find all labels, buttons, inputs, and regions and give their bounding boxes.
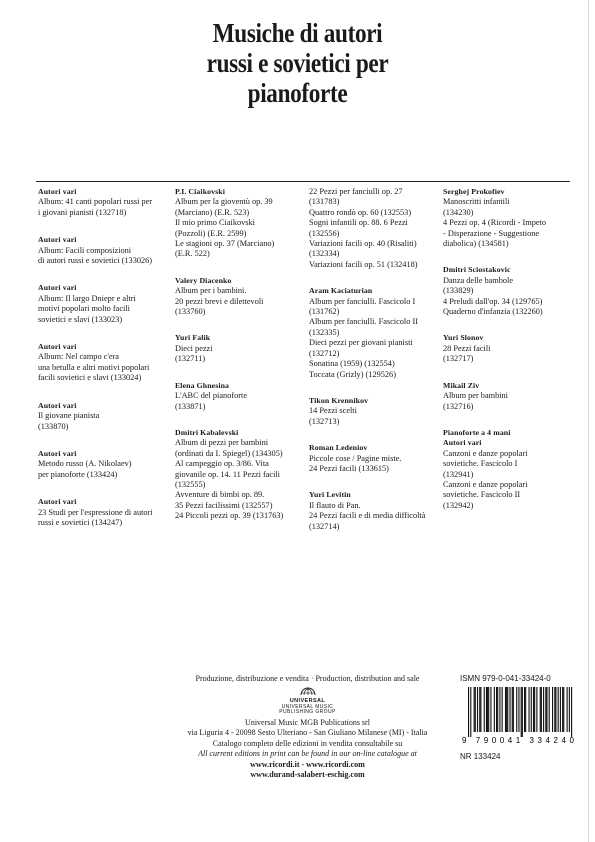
catalog-entry bbox=[309, 490, 439, 532]
work-title-line: Sonatina (1959) (132554) bbox=[309, 359, 395, 369]
barcode-bar bbox=[540, 687, 541, 732]
barcode-bar bbox=[533, 687, 534, 732]
work-title-line: 28 Pezzi facili bbox=[443, 343, 491, 353]
barcode-bar bbox=[552, 687, 553, 732]
work-title-line: sovietiche. Fascicolo I bbox=[443, 459, 518, 469]
barcode-digits: 9 790041 334240 bbox=[462, 736, 574, 745]
barcode-bar bbox=[505, 687, 506, 732]
work-title-line: 4 Preludi dall'op. 34 (129765) bbox=[443, 296, 543, 306]
barcode-bar bbox=[470, 687, 471, 737]
catalog-entry bbox=[175, 276, 305, 318]
barcode-bar bbox=[516, 687, 517, 732]
composer-name: Roman Ledeniov bbox=[309, 443, 368, 453]
composer-name: Autori vari bbox=[38, 187, 77, 196]
work-title-line: (132941) bbox=[443, 469, 474, 479]
composer-name: Autori vari bbox=[38, 342, 77, 352]
work-title-line: (Pozzoli) (E.R. 2599) bbox=[175, 228, 247, 238]
composer-name: Autori vari bbox=[38, 283, 77, 293]
work-title-line: Album per i bambini. bbox=[175, 286, 247, 296]
work-title-line: Album: Il largo Dniepr e altri bbox=[38, 293, 136, 303]
barcode-bar bbox=[513, 687, 514, 732]
composer-name: Elena Ghnesina bbox=[175, 380, 230, 390]
barcode-image bbox=[460, 687, 578, 747]
work-title-line: Album: Facili composizioni bbox=[38, 245, 132, 255]
catalog-number: NR 133424 bbox=[460, 752, 501, 761]
barcode-bar bbox=[484, 687, 485, 732]
work-title-line: 24 Pezzi facili (133615) bbox=[309, 463, 389, 473]
barcode-bar bbox=[475, 687, 476, 732]
work-title-line: Canzoni e danze popolari bbox=[443, 479, 528, 489]
barcode-bar bbox=[536, 687, 537, 732]
composer-name: Dmitri Sciostakovic bbox=[443, 265, 511, 275]
barcode-bar bbox=[543, 687, 544, 732]
work-title-line: Album: 41 canti popolari russi per bbox=[38, 197, 153, 207]
barcode-bar bbox=[494, 687, 495, 732]
barcode-bar bbox=[569, 687, 570, 732]
composer-name: Autori vari bbox=[443, 438, 482, 448]
barcode-bar bbox=[496, 687, 497, 732]
catalog-note-it: Catalogo completo delle edizioni in vendita consultabile su bbox=[212, 738, 403, 748]
work-title-line: (133871) bbox=[175, 401, 206, 411]
barcode-bar bbox=[562, 687, 563, 732]
work-title-line: (E.R. 522) bbox=[175, 249, 210, 259]
publisher-address: via Liguria 4 - 20098 Sesto Ulteriano - San Giuliano Milanese (MI) - Italia bbox=[187, 728, 428, 737]
barcode-bar bbox=[488, 687, 489, 732]
horizontal-rule bbox=[36, 181, 570, 182]
work-title-line: Al campeggio op. 3/86. Vita bbox=[175, 459, 269, 469]
barcode-bar bbox=[499, 687, 500, 732]
composer-name: Serghej Prokofiev bbox=[443, 187, 505, 196]
work-title-line: Piccole cose / Pagine miste. bbox=[309, 453, 402, 463]
barcode-block bbox=[460, 674, 578, 761]
catalog-entry bbox=[309, 443, 439, 474]
work-title-line: Canzoni e danze popolari bbox=[443, 448, 528, 458]
composer-name: Yuri Falik bbox=[175, 333, 211, 343]
catalog-entry bbox=[443, 428, 573, 511]
composer-name: Autori vari bbox=[38, 400, 77, 410]
barcode-bar bbox=[555, 687, 556, 732]
composer-name: Pianoforte a 4 mani bbox=[443, 427, 511, 437]
catalog-column-2 bbox=[175, 187, 305, 538]
work-title-line: Toccata (Grizly) (129526) bbox=[309, 369, 396, 379]
barcode-bar bbox=[563, 687, 564, 732]
catalog-entry bbox=[443, 265, 573, 317]
barcode-bar bbox=[531, 687, 532, 732]
catalog-column-3 bbox=[309, 187, 439, 548]
website-ricordi-com[interactable]: www.ricordi.com bbox=[306, 759, 365, 769]
catalog-entry bbox=[38, 187, 168, 218]
work-title-line: facili sovietici e slavi (133024) bbox=[38, 373, 142, 383]
catalog-entry bbox=[309, 396, 439, 427]
work-title-line: (132714) bbox=[309, 521, 340, 531]
barcode-bar bbox=[480, 687, 481, 732]
work-title-line: Variazioni facili op. 51 (132418) bbox=[309, 259, 418, 269]
work-title-line: 35 Pezzi facilissimi (132557) bbox=[175, 500, 273, 510]
work-title-line: 24 Piccoli pezzi op. 39 (131763) bbox=[175, 511, 284, 521]
work-title-line: (132335) bbox=[309, 327, 340, 337]
work-title-line: sovietiche. Fascicolo II bbox=[443, 490, 521, 500]
barcode-bar bbox=[558, 687, 559, 732]
page-title bbox=[145, 18, 450, 108]
work-title-line: Quaderno d'infanzia (132260) bbox=[443, 307, 543, 317]
work-title-line: Album di pezzi per bambini bbox=[175, 438, 269, 448]
catalog-entry bbox=[443, 187, 573, 249]
work-title-line: 24 Pezzi facili e di media difficoltà bbox=[309, 511, 426, 521]
catalog-entry bbox=[175, 187, 305, 260]
title-line-3: pianoforte bbox=[247, 78, 348, 108]
work-title-line: L'ABC del pianoforte bbox=[175, 391, 248, 401]
globe-icon bbox=[300, 687, 316, 696]
work-title-line: (132716) bbox=[443, 401, 474, 411]
barcode-bar bbox=[567, 687, 568, 732]
catalog-entry bbox=[443, 333, 573, 364]
catalog-entry bbox=[38, 401, 168, 432]
publisher-name: Universal Music MGB Publications srl bbox=[245, 717, 370, 727]
website-ricordi-it[interactable]: www.ricordi.it bbox=[250, 759, 300, 769]
work-title-line: Sogni infantili op. 88. 6 Pezzi bbox=[309, 218, 408, 228]
work-title-line: - Disperazione - Suggestione bbox=[443, 228, 540, 238]
barcode-bar bbox=[487, 687, 488, 732]
work-title-line: (132711) bbox=[175, 354, 206, 364]
work-title-line: (132556) bbox=[309, 228, 340, 238]
composer-name: Autori vari bbox=[38, 235, 77, 245]
catalog-column-4 bbox=[443, 187, 573, 527]
work-title-line: sovietici e slavi (133023) bbox=[38, 314, 123, 324]
catalog-entry bbox=[175, 381, 305, 412]
work-title-line: Album per la gioventù op. 39 bbox=[175, 197, 273, 207]
work-title-line: Il flauto di Pan. bbox=[309, 500, 361, 510]
title-line-2: russi e sovietici per bbox=[206, 48, 389, 78]
work-title-line: Variazioni facili op. 40 (Risaliti) bbox=[309, 239, 417, 249]
barcode-bar bbox=[524, 687, 525, 732]
barcode-bar bbox=[468, 687, 469, 737]
work-title-line: (133870) bbox=[38, 421, 69, 431]
catalog-note-en: All current editions in print can be found in our on-line catalogue at bbox=[198, 749, 417, 758]
work-title-line: Album per fanciulli. Fascicolo II bbox=[309, 317, 418, 327]
barcode-bar bbox=[486, 687, 487, 732]
publisher-footer bbox=[170, 674, 445, 781]
work-title-line: giovanile op. 14. 11 Pezzi facili bbox=[175, 469, 280, 479]
work-title-line: Album per bambini bbox=[443, 391, 508, 401]
work-title-line: Album per fanciulli. Fascicolo I bbox=[309, 296, 416, 306]
website-durand[interactable]: www.durand-salabert-eschig.com bbox=[250, 770, 365, 779]
catalog-entry bbox=[38, 497, 168, 528]
ismn-code: ISMN 979-0-041-33424-0 bbox=[460, 674, 551, 683]
work-title-line: una betulla e altri motivi popolari bbox=[38, 362, 150, 372]
work-title-line: Dieci pezzi bbox=[175, 343, 213, 353]
catalog-entry bbox=[38, 283, 168, 325]
composer-name: Yuri Levitin bbox=[309, 490, 351, 500]
catalog-entry bbox=[38, 235, 168, 266]
work-title-line: 14 Pezzi scelti bbox=[309, 406, 357, 416]
composer-name: Tikon Krennikov bbox=[309, 395, 369, 405]
barcode-bar bbox=[571, 687, 572, 737]
barcode-bar bbox=[534, 687, 535, 732]
universal-logo bbox=[170, 687, 445, 716]
work-title-line: 4 Pezzi op. 4 (Ricordi - Impeto bbox=[443, 218, 546, 228]
barcode-bar bbox=[502, 687, 503, 732]
work-title-line: russi e sovietici (134247) bbox=[38, 517, 123, 527]
work-title-line: (133760) bbox=[175, 307, 206, 317]
barcode-bar bbox=[506, 687, 507, 732]
barcode-bar bbox=[474, 687, 475, 732]
barcode-bar bbox=[541, 687, 542, 732]
title-line-1: Musiche di autori bbox=[212, 18, 383, 48]
work-title-line: (132717) bbox=[443, 354, 474, 364]
barcode-bar bbox=[546, 687, 547, 732]
work-title-line: motivi popolari molto facili bbox=[38, 304, 130, 314]
composer-name: Autori vari bbox=[38, 448, 77, 458]
work-title-line: (134230) bbox=[443, 207, 474, 217]
logo-name: UNIVERSAL bbox=[289, 698, 326, 704]
composer-name: Aram Kaciaturian bbox=[309, 286, 373, 296]
barcode-bar bbox=[490, 687, 491, 732]
barcode-bar bbox=[518, 687, 519, 732]
website-row: www.ricordi.it - www.ricordi.com bbox=[250, 759, 365, 769]
work-title-line: 23 Studi per l'espressione di autori bbox=[38, 507, 153, 517]
work-title-line: (132555) bbox=[175, 479, 206, 489]
barcode-bar bbox=[477, 687, 478, 732]
distribution-line: Produzione, distribuzione e vendita · Production, distribution and sale bbox=[195, 674, 420, 683]
work-title-line: (131783) bbox=[309, 197, 340, 207]
catalog-entry bbox=[175, 428, 305, 522]
work-title-line: (131762) bbox=[309, 307, 340, 317]
barcode-bar bbox=[522, 687, 523, 737]
work-title-line: 22 Pezzi per fanciulli op. 27 bbox=[309, 187, 403, 196]
barcode-bar bbox=[497, 687, 498, 732]
barcode-bar bbox=[554, 687, 555, 732]
barcode-bar bbox=[512, 687, 513, 732]
catalog-column-1 bbox=[38, 187, 168, 545]
work-title-line: diabolica) (134581) bbox=[443, 239, 509, 249]
logo-sub-2: PUBLISHING GROUP bbox=[279, 709, 336, 715]
work-title-line: (132713) bbox=[309, 416, 340, 426]
work-title-line: Danza delle bambole bbox=[443, 275, 514, 285]
barcode-bar bbox=[507, 687, 508, 732]
barcode-bar bbox=[525, 687, 526, 732]
work-title-line: Dieci pezzi per giovani pianisti bbox=[309, 338, 413, 348]
composer-name: Mikail Ziv bbox=[443, 380, 480, 390]
barcode-bar bbox=[528, 687, 529, 732]
work-title-line: (132334) bbox=[309, 249, 340, 259]
work-title-line: (ordinati da I. Spiegel) (134305) bbox=[175, 448, 283, 458]
barcode-bar bbox=[521, 687, 522, 737]
work-title-line: Il giovane pianista bbox=[38, 411, 100, 421]
catalog-entry bbox=[309, 286, 439, 380]
work-title-line: Album: Nel campo c'era bbox=[38, 352, 119, 362]
barcode-bar bbox=[509, 687, 510, 732]
composer-name: Valery Diacenko bbox=[175, 275, 232, 285]
work-title-line: Metodo russo (A. Nikolaev) bbox=[38, 459, 132, 469]
catalog-entry bbox=[38, 449, 168, 480]
work-title-line: Quattro rondò op. 60 (132553) bbox=[309, 207, 412, 217]
logo-sub-1: UNIVERSAL MUSIC bbox=[281, 703, 334, 710]
work-title-line: (132942) bbox=[443, 500, 474, 510]
work-title-line: i giovani pianisti (132718) bbox=[38, 207, 127, 217]
barcode-bar bbox=[479, 687, 480, 732]
work-title-line: per pianoforte (133424) bbox=[38, 469, 118, 479]
composer-name: P.I. Ciaikovski bbox=[175, 187, 225, 196]
scan-edge bbox=[588, 0, 589, 842]
catalog-entry bbox=[175, 333, 305, 364]
composer-name: Yuri Slonov bbox=[443, 333, 484, 343]
work-title-line: (133829) bbox=[443, 286, 474, 296]
work-title-line: Le stagioni op. 37 (Marciano) bbox=[175, 239, 275, 249]
catalog-entry bbox=[309, 187, 439, 270]
work-title-line: Avventure di bimbi op. 89. bbox=[175, 490, 265, 500]
work-title-line: Manoscritti infantili bbox=[443, 197, 510, 207]
barcode-bar bbox=[560, 687, 561, 732]
catalog-entry bbox=[443, 381, 573, 412]
work-title-line: di autori russi e sovietici (133026) bbox=[38, 256, 153, 266]
composer-name: Autori vari bbox=[38, 497, 77, 507]
work-title-line: (132712) bbox=[309, 348, 340, 358]
composer-name: Dmitri Kabalevski bbox=[175, 427, 239, 437]
work-title-line: (Marciano) (E.R. 523) bbox=[175, 207, 250, 217]
barcode-bar bbox=[545, 687, 546, 732]
work-title-line: 20 pezzi brevi e dilettevoli bbox=[175, 296, 264, 306]
catalog-entry bbox=[38, 342, 168, 384]
work-title-line: Il mio primo Ciaikovski bbox=[175, 218, 255, 228]
barcode-bar bbox=[549, 687, 550, 732]
